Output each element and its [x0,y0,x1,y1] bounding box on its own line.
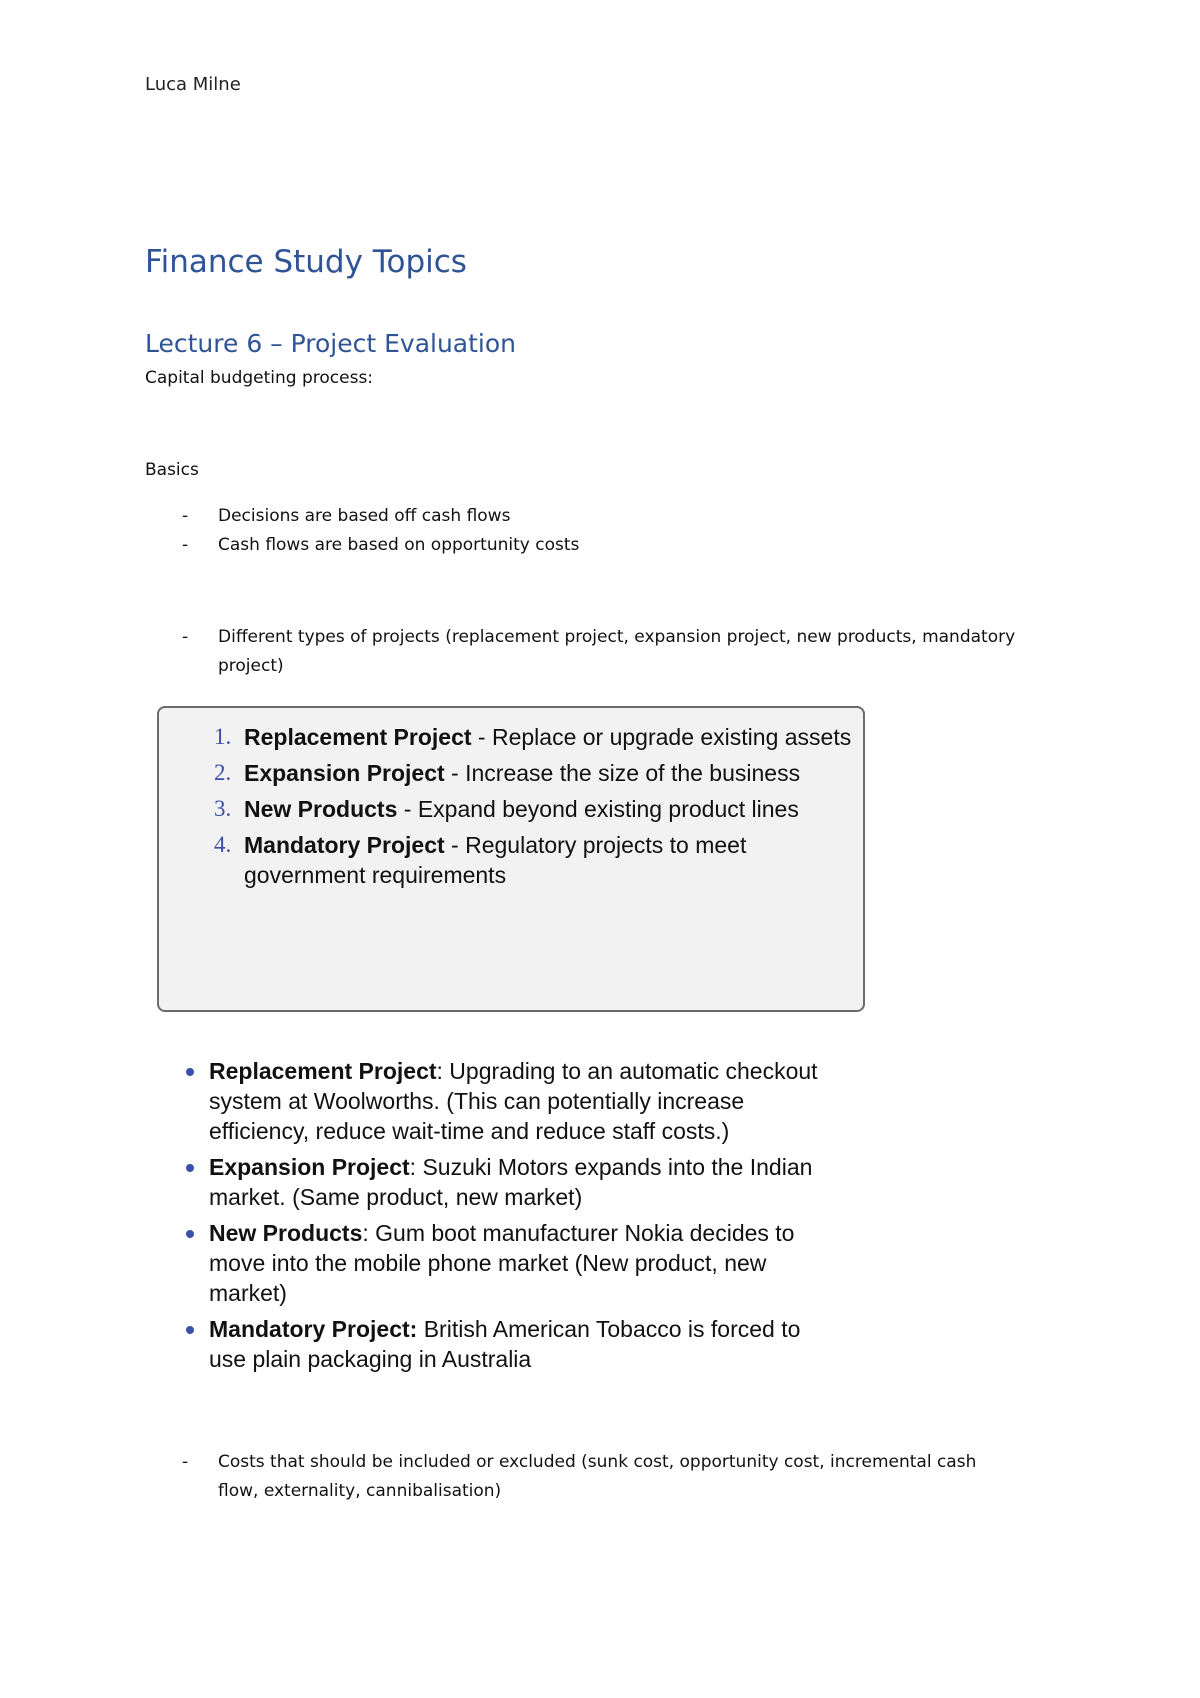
example-desc: : Upgrading to an automatic checkout system at Woolworths. (This can potentially increase efficiency, reduce wait-time and reduce staff costs.) [209,1058,818,1144]
basics-item-text: Cash flows are based on opportunity costs [218,535,580,555]
lecture-heading: Lecture 6 – Project Evaluation [145,329,517,358]
project-type-desc: - Replace or upgrade existing assets [471,724,852,750]
project-type-name: New Products [244,796,398,822]
basics-label: Basics [145,460,199,480]
project-types-box [157,706,865,1012]
example-desc: British American Tobacco is forced to use plain packaging in Australia [209,1316,801,1372]
dash-bullet: - [182,1452,189,1472]
bullet-dot-icon [186,1164,194,1172]
example-item [180,1314,839,1374]
project-types-list [159,722,864,896]
bullet-dot-icon [186,1326,194,1334]
project-type-number: 3. [214,796,232,821]
bullet-dot-icon [186,1068,194,1076]
dash-bullet: - [182,627,189,647]
dash-bullet: - [182,535,189,555]
example-item [180,1152,839,1212]
example-name: Mandatory Project: [209,1316,418,1342]
example-item [180,1056,839,1146]
page-author: Luca Milne [145,74,241,95]
project-type-name: Replacement Project [244,724,472,750]
example-desc: : Suzuki Motors expands into the Indian market. (Same product, new market) [209,1154,813,1210]
project-examples-list [180,1056,839,1380]
project-type-number: 1. [214,724,232,749]
project-type-number: 4. [214,832,232,857]
project-type-desc: - Regulatory projects to meet government requirements [244,832,747,888]
project-type-item [159,794,864,824]
document-title: Finance Study Topics [145,244,467,280]
project-type-name: Expansion Project [244,760,445,786]
basics-item-text: Decisions are based off cash flows [218,506,511,526]
intro-text: Capital budgeting process: [145,368,374,388]
project-types-text: Different types of projects (replacement project, expansion project, new products, mandatory project) [218,627,1016,676]
example-desc: : Gum boot manufacturer Nokia decides to move into the mobile phone market (New product, new market) [209,1220,795,1306]
project-type-item [159,722,864,752]
costs-text: Costs that should be included or excluded (sunk cost, opportunity cost, incremental cash flow, externality, cannibalisation) [218,1452,977,1501]
project-type-item [159,830,864,890]
project-type-name: Mandatory Project [244,832,445,858]
bullet-dot-icon [186,1230,194,1238]
project-type-item [159,758,864,788]
example-name: Replacement Project [209,1058,437,1084]
dash-bullet: - [182,506,189,526]
project-type-desc: - Increase the size of the business [444,760,801,786]
example-name: Expansion Project [209,1154,410,1180]
project-type-desc: - Expand beyond existing product lines [397,796,799,822]
example-name: New Products [209,1220,363,1246]
project-type-number: 2. [214,760,232,785]
example-item [180,1218,839,1308]
